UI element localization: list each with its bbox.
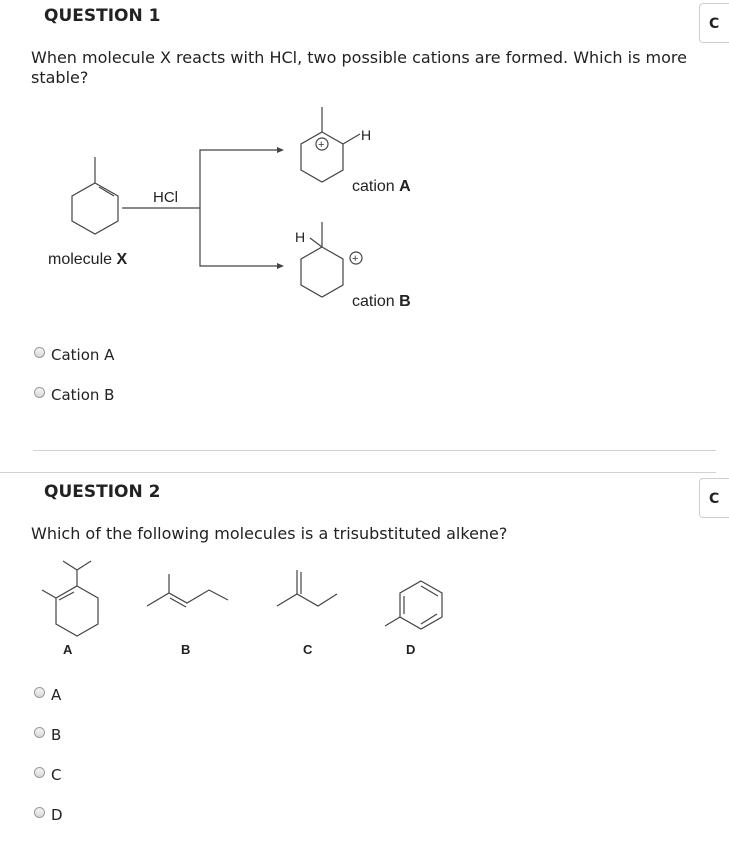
molecule-x-double-bond (99, 187, 114, 196)
molecule-b-chain (147, 590, 228, 606)
molecule-d-label: D (406, 642, 416, 657)
molecule-d-inner-1 (421, 586, 438, 596)
arrow-b-path (200, 208, 277, 266)
cation-b-h-bond (310, 238, 322, 247)
cation-b-ring (301, 247, 343, 297)
molecule-c-label: C (303, 642, 313, 657)
cation-b-plus: + (352, 253, 359, 265)
answer-divider (33, 450, 716, 451)
molecule-a-double-bond (59, 592, 74, 600)
cation-b-h-label: H (295, 229, 306, 245)
molecule-b-double-bond (170, 598, 186, 607)
molecule-a-ring (56, 586, 98, 636)
question-1-title: QUESTION 1 (44, 6, 161, 26)
answer-label: D (51, 806, 63, 824)
radio-button[interactable] (34, 767, 45, 778)
molecule-a-label: A (63, 642, 73, 657)
cation-a-h-label: H (361, 127, 372, 143)
hcl-label: HCl (153, 189, 178, 206)
radio-button[interactable] (34, 807, 45, 818)
radio-button[interactable] (34, 727, 45, 738)
answer-option[interactable] (34, 755, 63, 795)
answer-label: Cation A (51, 346, 115, 364)
cation-b-label: cation B (352, 293, 411, 310)
answer-label: C (51, 766, 62, 784)
question-2-text: Which of the following molecules is a trisubstituted alkene? (31, 524, 508, 543)
question-1-answers (34, 335, 114, 415)
molecule-a-substituent (42, 590, 56, 598)
cation-a-h-bond (343, 134, 360, 144)
answer-option[interactable] (34, 715, 63, 755)
question-2-points-text: C (709, 491, 720, 507)
answer-option[interactable] (34, 335, 114, 375)
molecule-d-methyl (385, 617, 400, 626)
question-1-reaction-figure (0, 0, 716, 330)
question-1-points-text: C (709, 16, 720, 32)
cation-a-label: cation A (352, 178, 411, 195)
question-2-title: QUESTION 2 (44, 482, 161, 502)
molecule-c-chain (277, 594, 337, 606)
question-1-text: When molecule X reacts with HCl, two possible cations are formed. Which is more stable? (31, 48, 687, 87)
radio-button[interactable] (34, 387, 45, 398)
answer-label: B (51, 726, 62, 744)
answer-option[interactable] (34, 375, 114, 415)
answer-label: Cation B (51, 386, 115, 404)
answer-label: A (51, 686, 62, 704)
question-2-molecules-figure (0, 550, 716, 670)
molecule-d-ring (400, 581, 442, 629)
radio-button[interactable] (34, 347, 45, 358)
molecule-x-ring (72, 183, 118, 234)
cation-a-plus: + (318, 139, 325, 151)
answer-option[interactable] (34, 795, 63, 835)
question-2-points-box (699, 478, 729, 518)
molecule-a-branch-left (63, 561, 77, 570)
molecule-d-inner-2 (421, 614, 437, 624)
question-2-answers (34, 675, 63, 835)
molecule-x-label: molecule X (48, 251, 128, 268)
question-divider (0, 472, 716, 473)
arrow-b-head (277, 263, 284, 269)
molecule-a-branch-right (77, 561, 91, 570)
arrow-a-path (200, 150, 277, 208)
answer-option[interactable] (34, 675, 63, 715)
molecule-b-label: B (181, 642, 191, 657)
arrow-a-head (277, 147, 284, 153)
radio-button[interactable] (34, 687, 45, 698)
